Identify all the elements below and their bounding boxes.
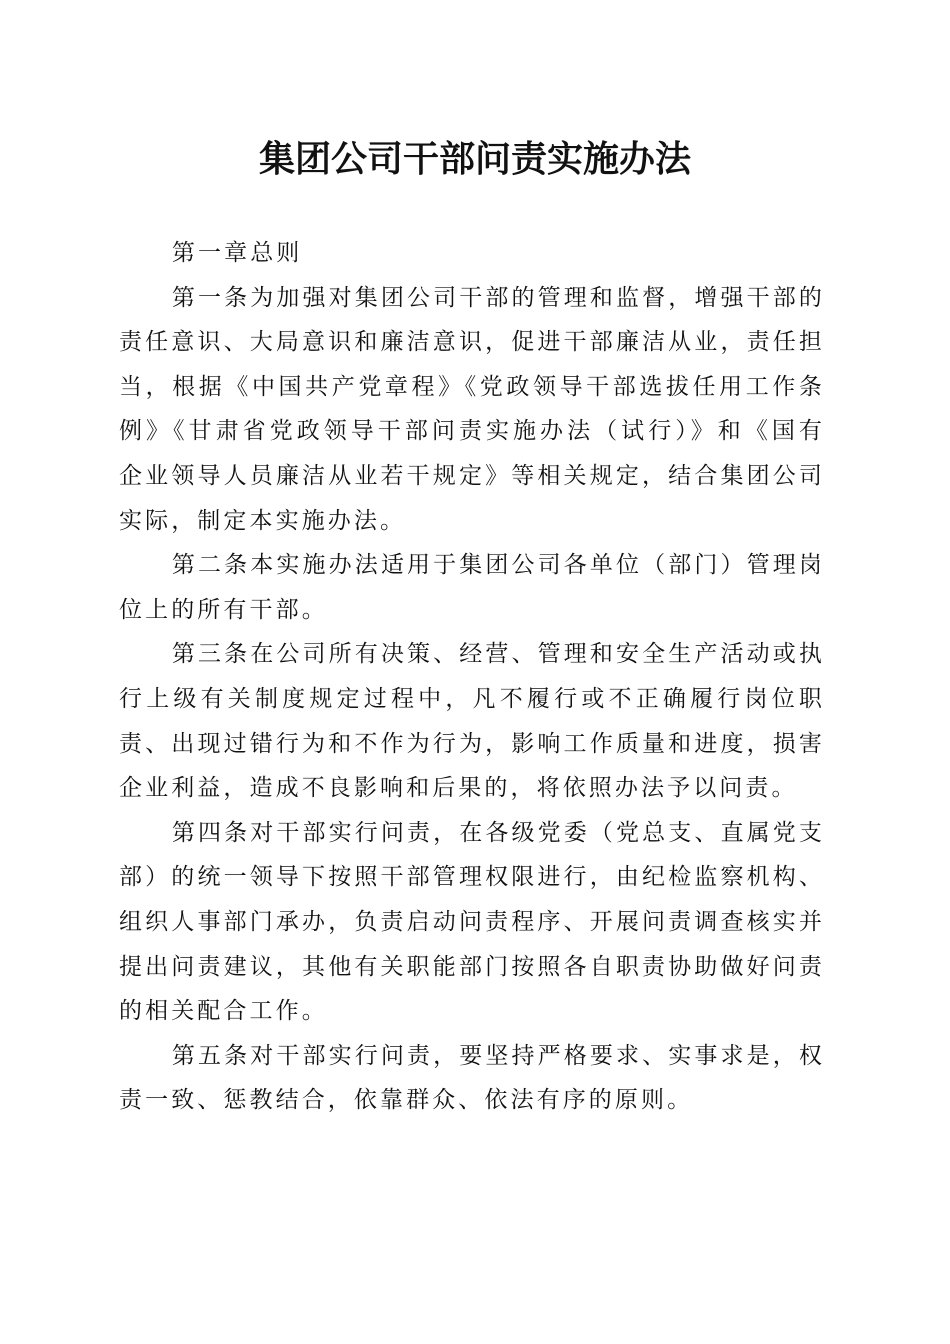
article-4: 第四条对干部实行问责，在各级党委（党总支、直属党支部）的统一领导下按照干部管理权限进行，由纪检监察机构、组织人事部门承办，负责启动问责程序、开展问责调查核实并提出问责建议，其他有关职能部门按照各自职责协助做好问责的相关配合工作。 [119,819,825,1025]
document-body [119,231,825,1123]
article-3: 第三条在公司所有决策、经营、管理和安全生产活动或执行上级有关制度规定过程中，凡不履行或不正确履行岗位职责、出现过错行为和不作为行为，影响工作质量和进度，损害企业利益，造成不良影响和后果的，将依照办法予以问责。 [119,641,825,802]
article-5: 第五条对干部实行问责，要坚持严格要求、实事求是，权责一致、惩教结合，依靠群众、依法有序的原则。 [119,1042,825,1114]
document-title: 集团公司干部问责实施办法 [258,138,691,180]
article-2: 第二条本实施办法适用于集团公司各单位（部门）管理岗位上的所有干部。 [119,552,825,623]
article-1: 第一条为加强对集团公司干部的管理和监督，增强干部的责任意识、大局意识和廉洁意识，促进干部廉洁从业，责任担当，根据《中国共产党章程》《党政领导干部选拔任用工作条例》《甘肃省党政领导干部问责实施办法（试行）》和《国有企业领导人员廉洁从业若干规定》等相关规定，结合集团公司实际，制定本实施办法。 [119,284,825,534]
chapter-heading: 第一章总则 [171,240,303,266]
